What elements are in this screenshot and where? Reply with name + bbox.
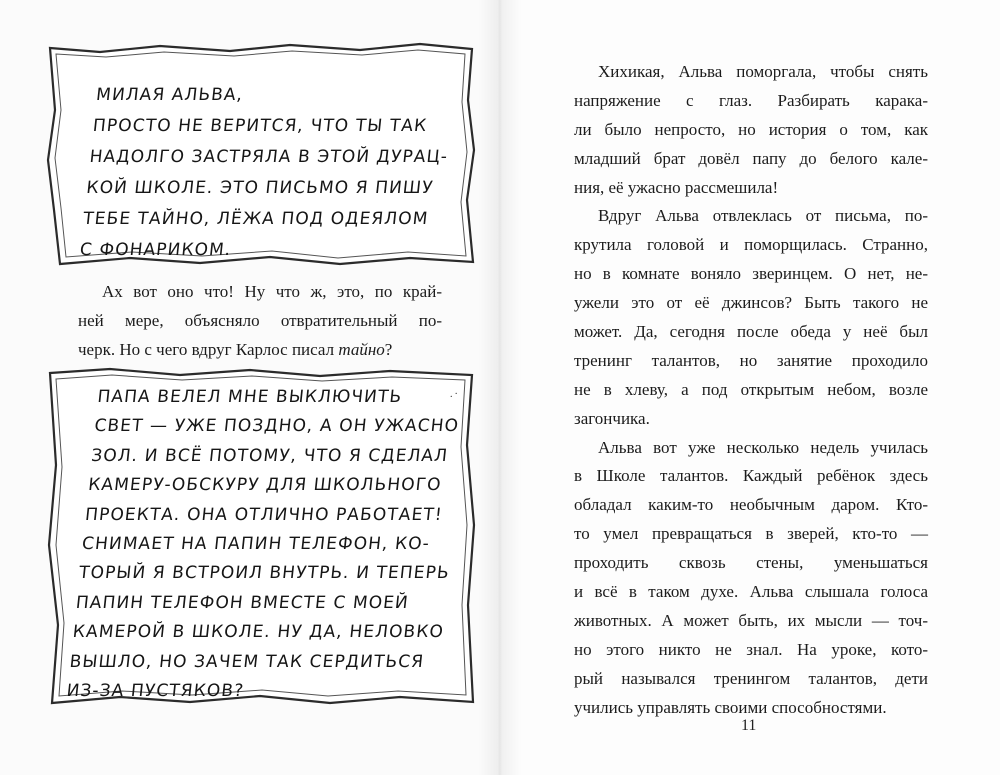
note-frame-1 <box>40 40 480 270</box>
note-text-1 <box>78 80 456 266</box>
right-line-12: не в хлеву, а под открытым небом, возле <box>574 379 928 399</box>
note2-line-6: СНИМАЕТ НА ПАПИН ТЕЛЕФОН, КО- <box>81 533 431 554</box>
right-line-3: ли было непросто, но история о том, как <box>574 119 928 139</box>
line3-text: черк. Но с чего вдруг Карлос писал <box>78 339 339 359</box>
note1-line-5: ТЕБЕ ТАЙНО, ЛЁЖА ПОД ОДЕЯЛОМ <box>82 209 430 229</box>
right-line-21: но этого никто не знал. На уроке, кото- <box>574 639 928 659</box>
left-paragraph-line-3 <box>78 336 442 365</box>
right-page <box>500 0 1000 775</box>
left-paragraph-line-1: Ах вот оно что! Ну что ж, это, по край- <box>102 282 442 301</box>
note2-line-5: ПРОЕКТА. ОНА ОТЛИЧНО РАБОТАЕТ! <box>84 504 444 525</box>
note2-line-8: ПАПИН ТЕЛЕФОН ВМЕСТЕ С МОЕЙ <box>74 592 410 613</box>
left-paragraph-line-2: ней мере, объясняло отвратительный по- <box>78 310 442 330</box>
right-line-14: Альва вот уже несколько недель училась <box>598 437 928 457</box>
note1-line-4: КОЙ ШКОЛЕ. ЭТО ПИСЬМО Я ПИШУ <box>85 178 435 198</box>
page-number: 11 <box>741 717 757 734</box>
note1-line-1: МИЛАЯ АЛЬВА, <box>95 85 245 105</box>
italic-word: тайно <box>338 339 385 359</box>
note-frame-2 <box>40 365 480 710</box>
right-line-17: то умел превращаться в зверей, кто-то — <box>574 524 928 544</box>
note2-line-9: КАМЕРОЙ В ШКОЛЕ. НУ ДА, НЕЛОВКО <box>71 622 445 643</box>
note1-line-2: ПРОСТО НЕ ВЕРИТСЯ, ЧТО ТЫ ТАК <box>91 116 429 136</box>
right-line-23: учились управлять своими способностями. <box>574 697 887 717</box>
right-line-2: напряжение с глаз. Разбирать карака- <box>574 90 928 110</box>
note2-line-3: ЗОЛ. И ВСЁ ПОТОМУ, ЧТО Я СДЕЛАЛ <box>90 445 450 466</box>
left-paragraph <box>78 278 442 365</box>
book-gutter <box>478 0 522 775</box>
right-line-5: ния, её ужасно рассмешила! <box>574 177 779 197</box>
note1-line-6: С ФОНАРИКОМ. <box>78 240 233 260</box>
note2-line-10: ВЫШЛО, НО ЗАЧЕМ ТАК СЕРДИТЬСЯ <box>68 651 426 672</box>
right-line-20: животных. А может быть, их мысли — точ- <box>574 610 928 630</box>
right-line-6: Вдруг Альва отвлеклась от письма, по- <box>598 206 928 226</box>
note2-line-2: СВЕТ — УЖЕ ПОЗДНО, А ОН УЖАСНО <box>93 416 461 437</box>
right-line-1: Хихикая, Альва поморгала, чтобы снять <box>598 62 928 81</box>
right-line-18: проходить сквозь стены, уменьшаться <box>574 553 928 573</box>
right-line-19: и всё в таком духе. Альва слышала голоса <box>574 582 928 602</box>
right-line-8: но в комнате воняло зверинцем. О нет, не- <box>574 264 928 284</box>
right-line-4: младший брат довёл папу до белого кале- <box>574 148 928 168</box>
right-line-22: рый назывался тренингом талантов, дети <box>574 668 928 688</box>
right-line-10: может. Да, сегодня после обеда у неё был <box>574 322 928 342</box>
note1-line-3: НАДОЛГО ЗАСТРЯЛА В ЭТОЙ ДУРАЦ- <box>88 147 450 167</box>
line3-end: ? <box>384 339 393 359</box>
note2-line-1: ПАПА ВЕЛЕЛ МНЕ ВЫКЛЮЧИТЬ <box>96 387 404 407</box>
note2-line-11: ИЗ-ЗА ПУСТЯКОВ? <box>65 680 246 701</box>
right-text <box>574 58 928 722</box>
right-line-11: тренинг талантов, но занятие проходило <box>574 350 928 370</box>
ink-dots: .· <box>450 389 460 400</box>
right-line-7: крутила головой и поморщилась. Странно, <box>574 235 928 255</box>
note2-line-7: ТОРЫЙ Я ВСТРОИЛ ВНУТРЬ. И ТЕПЕРЬ <box>77 563 451 584</box>
right-line-15: в Школе талантов. Каждый ребёнок здесь <box>574 466 928 486</box>
note2-line-4: КАМЕРУ-ОБСКУРУ ДЛЯ ШКОЛЬНОГО <box>87 475 443 496</box>
right-line-16: обладал каким-то необычным даром. Кто- <box>574 495 928 515</box>
right-line-13: загончика. <box>574 408 650 428</box>
note-text-2 <box>65 383 470 706</box>
right-line-9: ужели это от её джинсов? Быть такого не <box>574 293 928 313</box>
